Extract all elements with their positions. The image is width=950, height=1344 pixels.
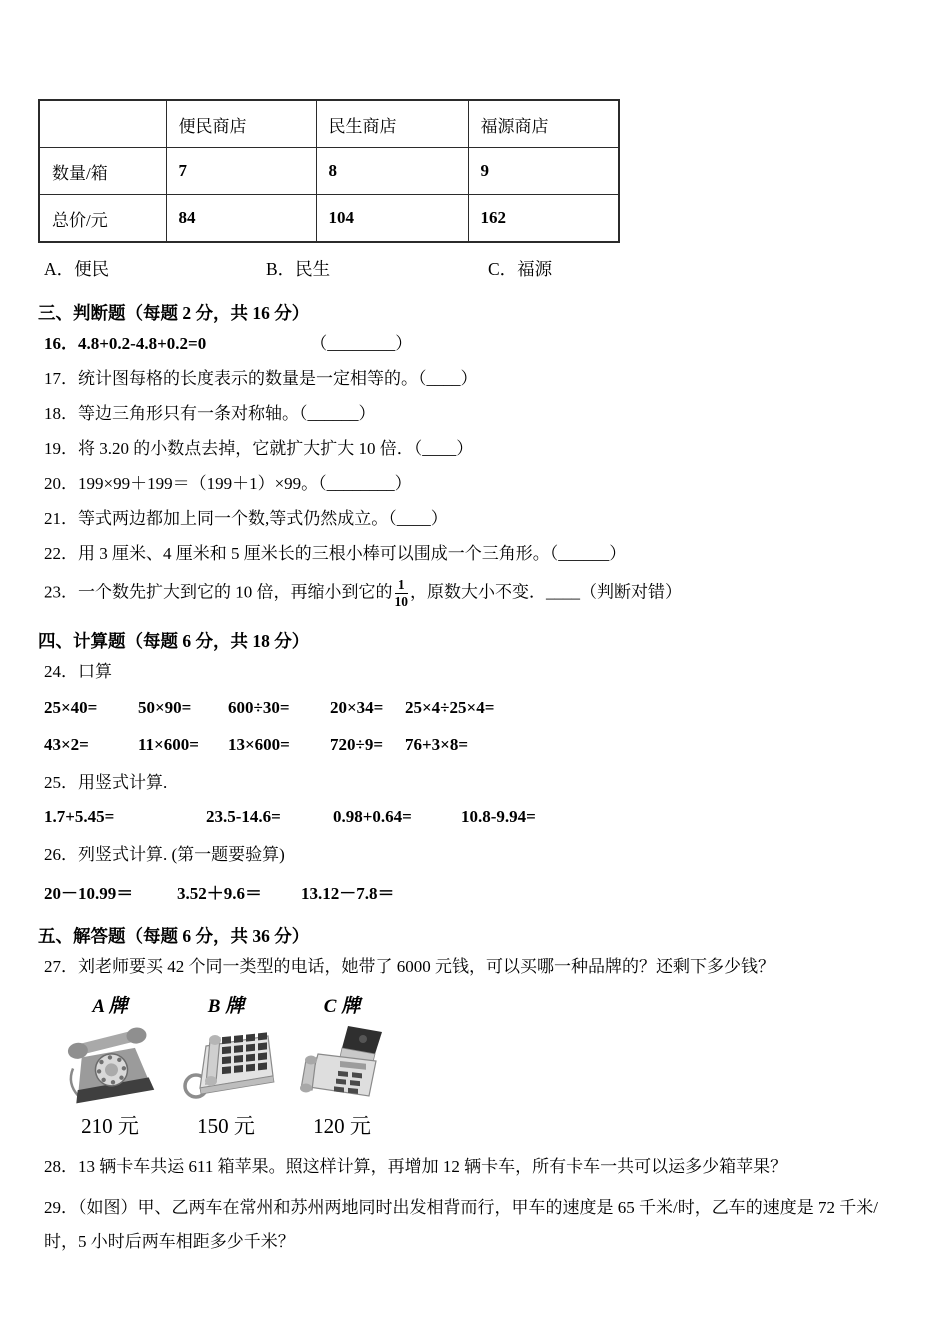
table-row-total [39, 195, 619, 243]
option-c: C．福源 [488, 259, 553, 279]
question-23-prefix: 23．一个数先扩大到它的 10 倍，再缩小到它的 [44, 582, 393, 602]
question-18: 18．等边三角形只有一条对称轴。（______） [44, 404, 376, 423]
col-item: 20－10.99＝ [44, 884, 134, 904]
phone-figures [52, 991, 910, 1140]
question-17: 17．统计图每格的长度表示的数量是一定相等的。（____） [44, 369, 478, 388]
phone-c-label: C 牌 [323, 996, 361, 1018]
card-phone-icon [284, 1022, 400, 1106]
oral-item: 76+3×8= [405, 735, 469, 755]
phone-b-label: B 牌 [207, 996, 245, 1018]
phone-c-figure [284, 991, 400, 1140]
question-19: 19．将 3.20 的小数点去掉，它就扩大扩大 10 倍．（____） [44, 439, 474, 458]
oral-item: 13×600= [228, 735, 290, 755]
table-row-quantity [39, 148, 619, 195]
table-header-minsheng: 民生商店 [316, 100, 468, 148]
oral-calc-row-2 [44, 735, 910, 755]
fraction-numerator: 1 [395, 578, 409, 594]
table-header-empty [39, 100, 166, 148]
oral-item: 20×34= [330, 698, 384, 718]
oral-item: 50×90= [138, 698, 192, 718]
phone-b-figure [168, 991, 284, 1140]
question-24: 24．口算 [44, 662, 112, 682]
col-item: 13.12－7.8＝ [301, 884, 395, 904]
question-16-blank: （________） [310, 334, 413, 353]
phone-b-price: 150 元 [197, 1114, 255, 1139]
option-a: A．便民 [44, 259, 110, 279]
table-header-bianmin: 便民商店 [166, 100, 316, 148]
question-16-expr: 16．4.8+0.2-4.8+0.2=0 [44, 334, 207, 353]
question-27: 27．刘老师要买 42 个同一类型的电话，她带了 6000 元钱，可以买哪一种品牌的？还剩下多少钱？ [44, 957, 775, 977]
question-23 [44, 578, 910, 609]
vert-item: 1.7+5.45= [44, 807, 115, 827]
vertical-calc-row [44, 807, 910, 827]
question-25: 25．用竖式计算. [44, 773, 168, 793]
question-26: 26．列竖式计算. (第一题要验算) [44, 845, 285, 865]
keypad-phone-icon [168, 1022, 284, 1106]
section-judge-title: 三、判断题（每题 2 分，共 16 分） [38, 303, 310, 323]
rotary-phone-icon [52, 1022, 168, 1106]
question-21: 21．等式两边都加上同一个数,等式仍然成立。（____） [44, 509, 448, 528]
quantity-fuyuan: 9 [468, 148, 619, 195]
table-header-row [39, 100, 619, 148]
column-calc-row [44, 879, 910, 904]
answer-options [44, 256, 910, 281]
vert-item: 0.98+0.64= [333, 807, 412, 827]
row-label: 总价/元 [39, 195, 166, 243]
question-28: 28．13 辆卡车共运 611 箱苹果。照这样计算，再增加 12 辆卡车，所有卡车一共可以运多少箱苹果？ [44, 1157, 788, 1177]
question-29: 29．（如图）甲、乙两车在常州和苏州两地同时出发相背而行，甲车的速度是 65 千米/时，乙车的速度是 72 千米/时，5 小时后两车相距多少千米？ [44, 1198, 878, 1252]
oral-item: 720÷9= [330, 735, 384, 755]
total-fuyuan: 162 [468, 195, 619, 243]
section-solve-title: 五、解答题（每题 6 分，共 36 分） [38, 926, 310, 947]
phone-a-figure [52, 991, 168, 1140]
fraction-denominator: 10 [394, 594, 408, 610]
option-b: B．民生 [266, 259, 331, 279]
quantity-bianmin: 7 [166, 148, 316, 195]
phone-a-price: 210 元 [81, 1114, 139, 1139]
total-bianmin: 84 [166, 195, 316, 243]
oral-calc-row-1 [44, 698, 910, 718]
total-minsheng: 104 [316, 195, 468, 243]
price-table [38, 99, 620, 243]
question-23-suffix: ，原数大小不变．____（判断对错） [410, 582, 682, 602]
question-22: 22．用 3 厘米、4 厘米和 5 厘米长的三根小棒可以围成一个三角形。（______） [44, 544, 627, 563]
oral-item: 43×2= [44, 735, 89, 755]
row-label: 数量/箱 [39, 148, 166, 195]
table-header-fuyuan: 福源商店 [468, 100, 619, 148]
vert-item: 23.5-14.6= [206, 807, 281, 827]
col-item: 3.52＋9.6＝ [177, 884, 262, 904]
phone-c-price: 120 元 [313, 1114, 371, 1139]
vert-item: 10.8-9.94= [461, 807, 536, 827]
quantity-minsheng: 8 [316, 148, 468, 195]
question-20: 20．199×99＋199＝（199＋1）×99。（________） [44, 474, 412, 493]
question-16 [44, 333, 910, 354]
fraction-one-tenth [395, 578, 409, 609]
section-calc-title: 四、计算题（每题 6 分，共 18 分） [38, 631, 310, 652]
oral-item: 25×40= [44, 698, 98, 718]
oral-item: 600÷30= [228, 698, 290, 718]
oral-item: 11×600= [138, 735, 199, 755]
oral-item: 25×4÷25×4= [405, 698, 495, 718]
phone-a-label: A 牌 [92, 996, 128, 1018]
